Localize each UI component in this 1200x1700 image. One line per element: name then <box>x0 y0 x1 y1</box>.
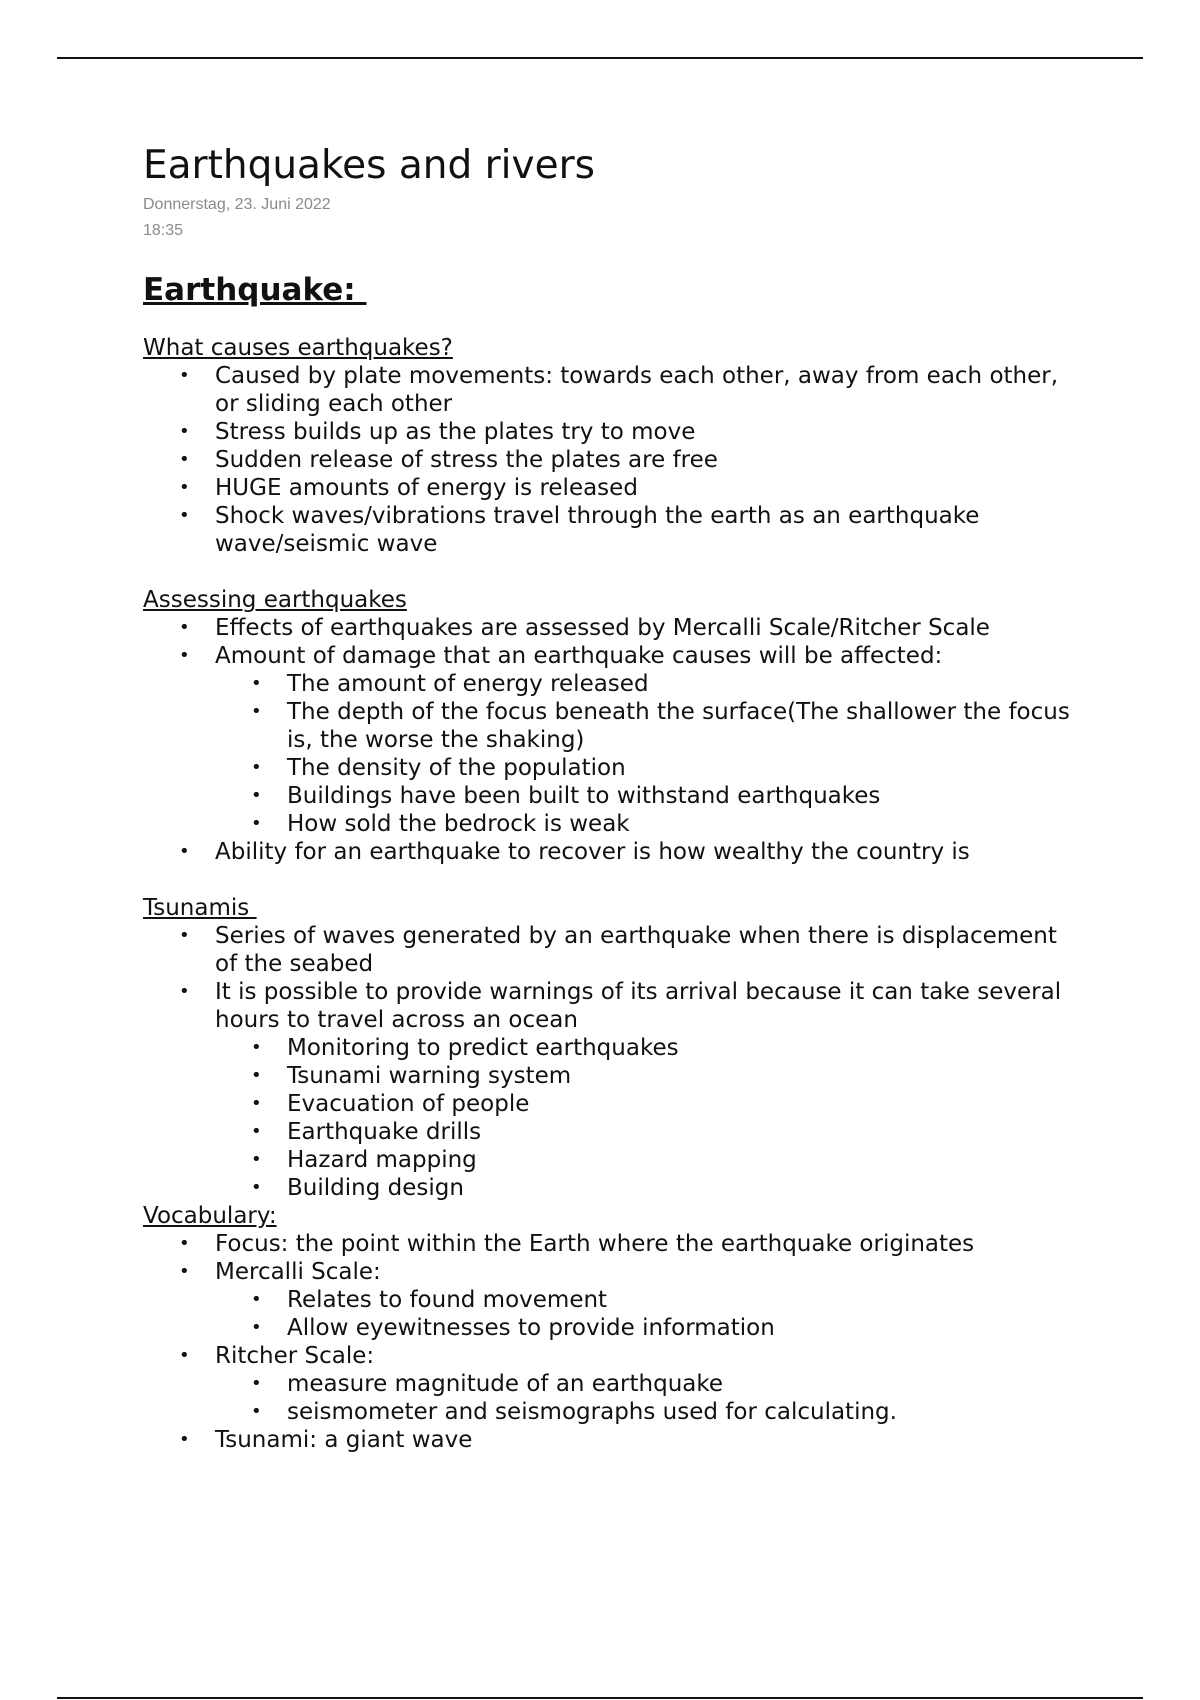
sub-list-item: • The amount of energy released <box>215 670 1083 698</box>
sub-list-item: • How sold the bedrock is weak <box>215 810 1083 838</box>
sub-list-item: • seismometer and seismographs used for calculating. <box>215 1398 1083 1426</box>
section-vocabulary <box>143 1202 1083 1454</box>
section-title-vocabulary: Vocabulary: <box>143 1203 277 1229</box>
sub-list-item: • Earthquake drills <box>215 1118 1083 1146</box>
list-item: • Tsunami: a giant wave <box>143 1426 1083 1454</box>
assessing-sub-list <box>215 670 1083 838</box>
section-assessing <box>143 586 1083 866</box>
list-item: • It is possible to provide warnings of its arrival because it can take several hours to travel across an ocean • Monitoring to predict earthquakes • Tsunami warning system • Evacuation of people • Earthquake drills • Hazard mapping • Building design <box>143 978 1083 1202</box>
sub-list-item: • Relates to found movement <box>215 1286 1083 1314</box>
list-item: • Amount of damage that an earthquake causes will be affected: • The amount of energy released • The depth of the focus beneath the surface(The shallower the focus is, the worse the shaking) • The density of the population • Buildings have been built to withstand earthquakes • How sold the bedrock is weak <box>143 642 1083 838</box>
section-title-tsunamis: Tsunamis <box>143 895 257 921</box>
sub-list-item: • The depth of the focus beneath the surface(The shallower the focus is, the worse the shaking) <box>215 698 1083 754</box>
list-item: • Ritcher Scale: • measure magnitude of an earthquake • seismometer and seismographs used for calculating. <box>143 1342 1083 1426</box>
sub-list-item: • Buildings have been built to withstand earthquakes <box>215 782 1083 810</box>
list-item: • Ability for an earthquake to recover is how wealthy the country is <box>143 838 1083 866</box>
bottom-rule <box>57 1697 1143 1699</box>
mercalli-sub-list <box>215 1286 1083 1342</box>
list-item: • Mercalli Scale: • Relates to found movement • Allow eyewitnesses to provide information <box>143 1258 1083 1342</box>
sub-list-item: • Evacuation of people <box>215 1090 1083 1118</box>
sub-list-item: • Monitoring to predict earthquakes <box>215 1034 1083 1062</box>
page-date: Donnerstag, 23. Juni 2022 <box>143 196 331 213</box>
ritcher-sub-list <box>215 1370 1083 1426</box>
sub-list-item: • Tsunami warning system <box>215 1062 1083 1090</box>
sub-list-item: • Building design <box>215 1174 1083 1202</box>
list-item: • Sudden release of stress the plates are free <box>143 446 1083 474</box>
page-time: 18:35 <box>143 222 184 239</box>
top-rule <box>57 57 1143 59</box>
list-item: • Stress builds up as the plates try to move <box>143 418 1083 446</box>
section-causes <box>143 334 1083 558</box>
section-tsunamis <box>143 894 1083 1202</box>
page-content <box>143 140 1083 1454</box>
list-item: • Shock waves/vibrations travel through the earth as an earthquake wave/seismic wave <box>143 502 1083 558</box>
section-title-assessing: Assessing earthquakes <box>143 587 407 613</box>
section-title-causes: What causes earthquakes? <box>143 335 453 361</box>
sub-list-item: • Allow eyewitnesses to provide information <box>215 1314 1083 1342</box>
assessing-list <box>143 614 1083 866</box>
list-item: • HUGE amounts of energy is released <box>143 474 1083 502</box>
sub-list-item: • Hazard mapping <box>215 1146 1083 1174</box>
causes-list <box>143 362 1083 558</box>
list-item: • Series of waves generated by an earthquake when there is displacement of the seabed <box>143 922 1083 978</box>
list-item: • Effects of earthquakes are assessed by Mercalli Scale/Ritcher Scale <box>143 614 1083 642</box>
sub-list-item: • The density of the population <box>215 754 1083 782</box>
earthquake-heading: Earthquake: <box>143 272 367 308</box>
vocabulary-list <box>143 1230 1083 1454</box>
list-item: • Focus: the point within the Earth where the earthquake originates <box>143 1230 1083 1258</box>
list-item: • Caused by plate movements: towards each other, away from each other, or sliding each other <box>143 362 1083 418</box>
tsunamis-list <box>143 922 1083 1202</box>
sub-list-item: • measure magnitude of an earthquake <box>215 1370 1083 1398</box>
page-title: Earthquakes and rivers <box>143 143 595 188</box>
tsunamis-sub-list <box>215 1034 1083 1202</box>
